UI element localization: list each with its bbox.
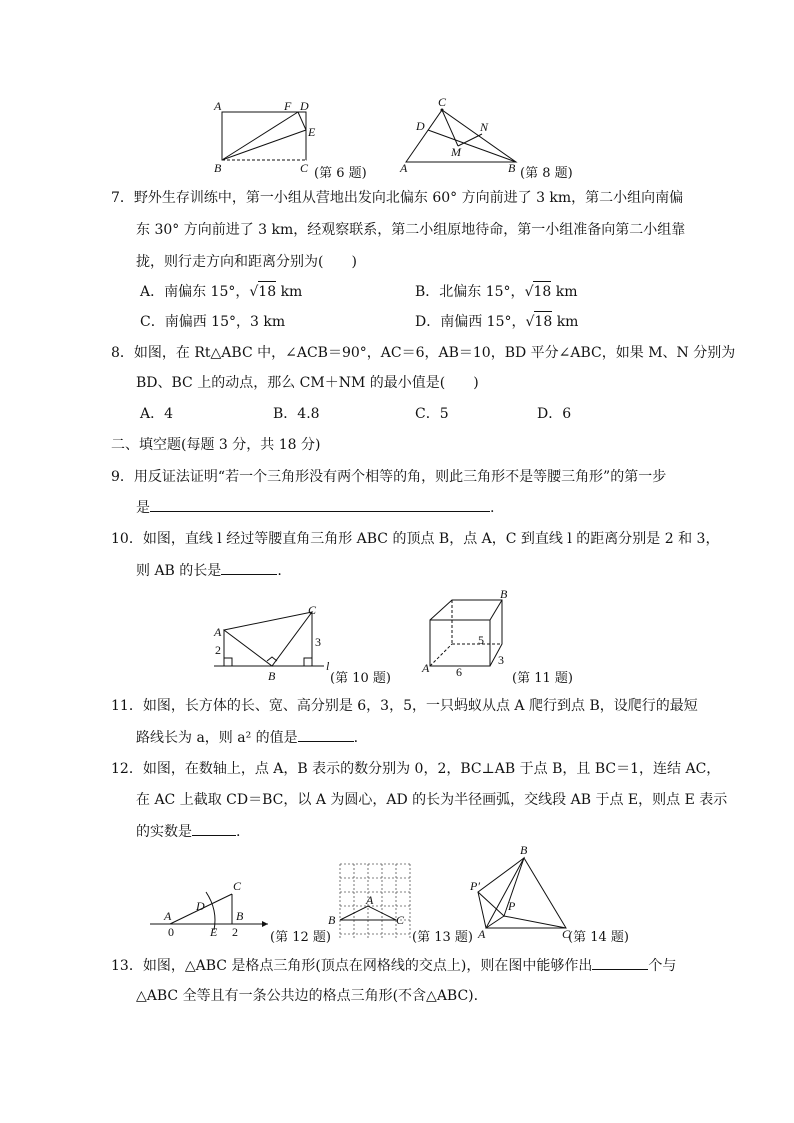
fig6-label-E: E — [308, 125, 316, 139]
q8-option-d: D．6 — [537, 406, 572, 422]
q7-optD-unit: km — [552, 314, 579, 330]
q7-option-c: C．南偏西 15°，3 km — [140, 314, 286, 330]
q9-line1: 9．用反证法证明“若一个三角形没有两个相等的角，则此三角形不是等腰三角形”的第一步 — [111, 469, 667, 485]
q8-line2: BD、BC 上的动点，那么 CM＋NM 的最小值是( ) — [136, 375, 479, 391]
fig8-label-D: D — [416, 119, 425, 133]
fig11-caption: (第 11 题) — [512, 671, 573, 686]
fig14-label-P: P — [508, 899, 516, 913]
q11-line2-pre: 路线长为 a，则 a² 的值是 — [136, 730, 298, 746]
figure-14 — [468, 843, 578, 941]
q7-line2: 东 30° 方向前进了 3 km，经观察联系，第二小组原地待命，第一小组准备向第二小组靠 — [136, 222, 686, 238]
fig8-label-C: C — [438, 95, 447, 109]
q7-optB-radicand — [533, 282, 551, 302]
fig6-label-B: B — [214, 161, 222, 175]
fig10-label-l: l — [326, 659, 330, 673]
fig12-label-D: D — [196, 899, 205, 913]
q10-line1: 10．如图，直线 l 经过等腰直角三角形 ABC 的顶点 B，点 A，C 到直线 l 的距离分别是 2 和 3， — [111, 531, 720, 547]
fig13-label-A: A — [366, 893, 374, 907]
figure-10 — [210, 603, 340, 683]
q7-line1: 7．野外生存训练中，第一小组从营地出发向北偏东 60° 方向前进了 3 km，第二小组向南偏 — [111, 190, 684, 206]
fig14-caption: (第 14 题) — [568, 930, 629, 945]
q7-optA-text: A．南偏东 15°， — [140, 284, 250, 300]
fig8-label-A: A — [400, 161, 408, 175]
fig10-label-2: 2 — [215, 643, 221, 657]
fig6-caption: (第 6 题) — [314, 166, 367, 181]
q13-line1 — [111, 955, 676, 976]
fig11-label-A: A — [422, 661, 430, 675]
fig6-label-A: A — [214, 99, 222, 113]
fig10-label-A: A — [214, 625, 222, 639]
fig12-label-B: B — [236, 909, 244, 923]
fig6-label-D: D — [300, 99, 309, 113]
fig12-label-C: C — [233, 879, 242, 893]
fig6-label-F: F — [284, 99, 292, 113]
fig12-label-2: 2 — [232, 925, 238, 939]
fig14-label-Pprime: P′ — [470, 879, 480, 893]
q7-optD-rad: 18 — [534, 314, 553, 330]
q9-line2-pre: 是 — [136, 500, 150, 516]
fig10-label-C: C — [308, 603, 317, 617]
q8-line1: 8．如图，在 Rt△ABC 中，∠ACB＝90°，AC＝6，AB＝10，BD 平分∠ABC，如果 M、N 分别为 — [111, 345, 736, 361]
figure-11 — [420, 587, 520, 679]
fig10-caption: (第 10 题) — [330, 671, 391, 686]
fig10-label-B: B — [268, 669, 276, 683]
q13-line1-pre: 13．如图，△ABC 是格点三角形(顶点在网格线的交点上)，则在图中能够作出 — [111, 958, 593, 974]
fig11-label-B: B — [500, 587, 508, 601]
q11-line2-post: . — [353, 730, 359, 746]
q13-answer-blank[interactable] — [592, 955, 648, 970]
q12-answer-blank[interactable] — [192, 821, 236, 836]
figure-8 — [400, 96, 530, 174]
fig10-label-3: 3 — [315, 635, 321, 649]
q10-line2 — [136, 560, 282, 581]
q7-option-b: B．北偏东 15°，√ 18 km — [415, 282, 578, 302]
fig8-caption: (第 8 题) — [520, 166, 573, 181]
fig8-label-N: N — [480, 120, 489, 134]
q12-line3 — [136, 821, 240, 842]
q9-answer-blank[interactable] — [150, 497, 490, 512]
q7-optD-text: D．南偏西 15°， — [415, 314, 526, 330]
q10-answer-blank[interactable] — [221, 560, 277, 575]
q12-line3-post: . — [236, 824, 241, 840]
fig11-label-5: 5 — [478, 633, 484, 647]
q11-line2 — [136, 727, 358, 748]
q13-line2: △ABC 全等且有一条公共边的格点三角形(不含△ABC). — [136, 988, 479, 1004]
q7-option-d: D．南偏西 15°，√ 18 km — [415, 312, 578, 332]
q8-option-c: C．5 — [415, 406, 449, 422]
fig8-label-M: M — [451, 145, 461, 159]
q8-option-b: B．4.8 — [273, 406, 320, 422]
fig11-label-3: 3 — [498, 653, 504, 667]
q9-line2-post: . — [490, 500, 495, 516]
q10-line2-post: . — [277, 563, 282, 579]
q11-line1: 11．如图，长方体的长、宽、高分别是 6，3，5，一只蚂蚁从点 A 爬行到点 B，设爬行的最短 — [111, 698, 698, 714]
q7-optA-radicand — [258, 282, 276, 302]
fig8-label-B: B — [508, 161, 516, 175]
q8-option-a: A．4 — [140, 406, 174, 422]
q12-line3-pre: 的实数是 — [136, 824, 192, 840]
q10-line2-pre: 则 AB 的长是 — [136, 563, 222, 579]
fig12-caption: (第 12 题) — [270, 930, 331, 945]
fig13-caption: (第 13 题) — [412, 930, 473, 945]
figure-6 — [212, 99, 322, 175]
q7-optD-radicand — [534, 312, 552, 332]
q7-option-a: A．南偏东 15°，√ 18 km — [140, 282, 302, 302]
fig12-label-A: A — [164, 909, 172, 923]
figure-13 — [326, 860, 416, 944]
q7-optB-unit: km — [551, 284, 578, 300]
fig11-label-6: 6 — [456, 665, 462, 679]
q13-line1-post: 个与 — [648, 958, 677, 974]
q7-optB-rad: 18 — [533, 284, 552, 300]
figure-12 — [150, 878, 275, 940]
fig13-label-C: C — [396, 913, 405, 927]
fig14-label-A: A — [478, 927, 486, 941]
q7-optA-unit: km — [276, 284, 303, 300]
q11-answer-blank[interactable] — [298, 727, 354, 742]
fig12-label-0: 0 — [168, 925, 174, 939]
q7-line3: 拢，则行走方向和距离分别为( ) — [136, 254, 357, 270]
q12-line2: 在 AC 上截取 CD＝BC，以 A 为圆心，AD 的长为半径画弧，交线段 AB 于点 E，则点 E 表示 — [136, 792, 728, 808]
q9-line2 — [136, 497, 494, 518]
q7-optB-text: B．北偏东 15°， — [415, 284, 525, 300]
section2-title: 二、填空题(每题 3 分，共 18 分) — [111, 437, 321, 453]
fig12-label-E: E — [210, 925, 218, 939]
fig6-label-C: C — [300, 161, 309, 175]
fig14-label-C: C — [562, 927, 571, 941]
fig13-label-B: B — [328, 913, 336, 927]
q12-line1: 12．如图，在数轴上，点 A，B 表示的数分别为 0，2，BC⊥AB 于点 B，且 BC＝1，连结 AC， — [111, 761, 721, 777]
fig14-label-B: B — [520, 843, 528, 857]
q7-optA-rad: 18 — [258, 284, 277, 300]
